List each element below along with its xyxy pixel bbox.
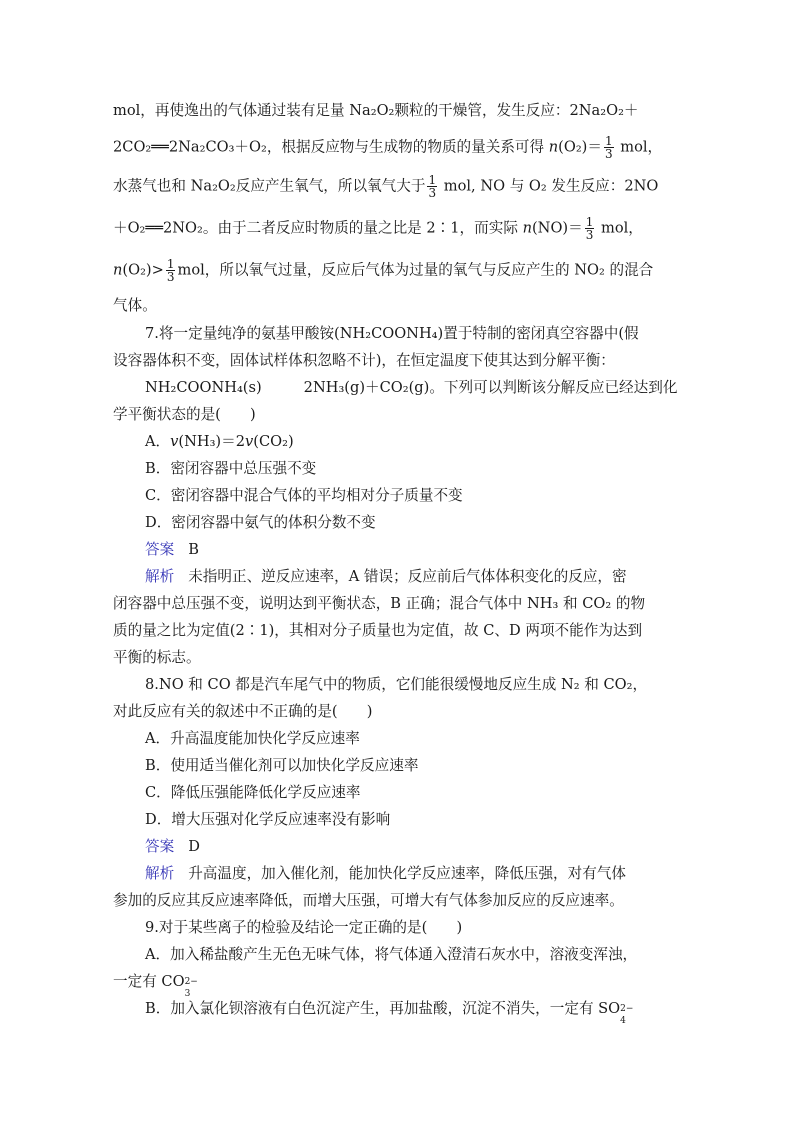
italic-symbol: n	[548, 138, 559, 156]
italic-symbol: v	[245, 433, 254, 450]
option-a	[145, 729, 360, 749]
line-text: 质的量之比为定值(2∶1)，其相对分子质量也为定值，故 C、D 两项不能作为达到	[113, 622, 643, 639]
fraction-one-third	[585, 216, 595, 241]
reactant: NH₂COONH₄(s)	[145, 379, 262, 396]
line-text: (NH₃)＝2	[178, 433, 246, 450]
fraction-numerator: 1	[604, 134, 613, 148]
explanation-label: 解析	[145, 865, 175, 882]
line-text: mol，	[596, 219, 643, 237]
line-text: 学平衡状态的是( )	[113, 406, 256, 423]
equation-line	[145, 378, 677, 398]
line-text: B．加入氯化钡溶液有白色沉淀产生，再加盐酸，沉淀不消失，一定有 SO	[145, 1000, 621, 1017]
italic-symbol: v	[170, 433, 179, 450]
line-text: mol，所以氧气过量，反应后气体为过量的氧气与反应产生的 NO₂ 的混合	[177, 261, 654, 279]
text-line	[113, 101, 639, 121]
line-text: ＋O₂══2NO₂。由于二者反应时物质的量之比是 2∶1，而实际	[113, 219, 523, 237]
text-line	[113, 296, 157, 316]
line-text: B．密闭容器中总压强不变	[145, 460, 317, 477]
fraction-denominator: 3	[428, 186, 437, 200]
line-text: (CO₂)	[253, 433, 294, 450]
explanation-line	[145, 864, 626, 884]
fraction-denominator: 3	[585, 228, 594, 242]
line-text: C．密闭容器中混合气体的平均相对分子质量不变	[145, 487, 463, 504]
text-line	[113, 891, 624, 911]
fraction-one-third	[166, 258, 176, 283]
line-text: D．增大压强对化学反应速率没有影响	[145, 811, 391, 828]
text-line	[113, 216, 643, 241]
fraction-one-third	[604, 135, 614, 160]
fraction-numerator: 1	[585, 215, 594, 229]
text-line	[113, 702, 372, 722]
text-line	[113, 258, 653, 283]
option-a	[145, 432, 294, 452]
fraction-numerator: 1	[428, 173, 437, 187]
line-text: (NO)＝	[531, 219, 583, 237]
line-text: mol, NO 与 O₂ 发生反应：2NO	[439, 177, 659, 195]
line-text: 未指明正、逆反应速率，A 错误；反应前后气体体积变化的反应，密	[188, 568, 627, 585]
answer-value: B	[188, 541, 199, 558]
fraction-denominator: 3	[166, 270, 175, 284]
answer-value: D	[188, 838, 200, 855]
text-line	[113, 972, 198, 999]
option-b	[145, 459, 316, 479]
products: 2NH₃(g)＋CO₂(g)。下列可以判断该分解反应已经达到化	[303, 379, 678, 396]
text-line	[113, 648, 201, 668]
line-text: (O₂)＝	[558, 138, 602, 156]
line-text: 设容器体积不变，固体试样体积忽略不计)，在恒定温度下使其达到分解平衡：	[113, 352, 615, 369]
line-text: 8.NO 和 CO 都是汽车尾气中的物质，它们能很缓慢地反应生成 N₂ 和 CO₂，	[145, 676, 648, 693]
text-line	[113, 174, 658, 199]
line-text: 7.将一定量纯净的氨基甲酸铵(NH₂COONH₄)置于特制的密闭真空容器中(假	[145, 325, 639, 342]
answer-label: 答案	[145, 838, 175, 855]
ion-charge-sub: 3	[184, 989, 191, 999]
option-c	[145, 783, 360, 803]
line-text: C．降低压强能降低化学反应速率	[145, 784, 361, 801]
answer-line	[145, 540, 199, 560]
option-a	[145, 945, 637, 965]
line-text: 2CO₂══2Na₂CO₃＋O₂，根据反应物与生成物的物质的量关系可得	[113, 138, 549, 156]
line-text: D．密闭容器中氨气的体积分数不变	[145, 514, 376, 531]
text-line	[113, 594, 645, 614]
question-7-stem	[145, 324, 639, 344]
text-line	[113, 135, 662, 160]
fraction-denominator: 3	[604, 147, 613, 161]
line-text: A．升高温度能加快化学反应速率	[145, 730, 360, 747]
line-text: 升高温度，加入催化剂，能加快化学反应速率，降低压强，对有气体	[188, 865, 627, 882]
line-text: 气体。	[113, 297, 157, 314]
italic-symbol: n	[113, 261, 123, 279]
line-text: 水蒸气也和 Na₂O₂反应产生氧气，所以氧气大于	[113, 177, 426, 195]
explanation-label: 解析	[145, 568, 175, 585]
text-line	[113, 405, 256, 425]
option-letter: A．	[145, 433, 171, 450]
line-text: mol，再使逸出的气体通过装有足量 Na₂O₂颗粒的干燥管，发生反应：2Na₂O₂＋	[113, 102, 639, 119]
line-text: mol，	[615, 138, 663, 156]
option-d	[145, 810, 390, 830]
option-d	[145, 513, 376, 533]
ion-charge-sub: 4	[620, 1016, 626, 1026]
line-text: 闭容器中总压强不变，说明达到平衡状态，B 正确；混合气体中 NH₃ 和 CO₂ 的物	[113, 595, 646, 612]
ion-charge-sup: 2−	[184, 977, 198, 987]
line-text: 一定有 CO	[113, 973, 185, 990]
line-text: 参加的反应其反应速率降低，而增大压强，可增大有气体参加反应的反应速率。	[113, 892, 624, 909]
line-text: 对此反应有关的叙述中不正确的是( )	[113, 703, 373, 720]
question-8-stem	[145, 675, 647, 695]
option-b	[145, 756, 418, 776]
answer-line	[145, 837, 200, 857]
italic-symbol: n	[522, 219, 532, 237]
answer-label: 答案	[145, 541, 175, 558]
line-text: 平衡的标志。	[113, 649, 201, 666]
fraction-numerator: 1	[166, 257, 175, 271]
line-text: 9.对于某些离子的检验及结论一定正确的是( )	[145, 919, 463, 936]
line-text: B．使用适当催化剂可以加快化学反应速率	[145, 757, 419, 774]
line-text: (O₂)>	[122, 261, 164, 279]
text-line	[113, 621, 642, 641]
text-line	[113, 351, 615, 371]
option-c	[145, 486, 463, 506]
line-text: A．加入稀盐酸产生无色无味气体，将气体通入澄清石灰水中，溶液变浑浊，	[145, 946, 638, 963]
explanation-line	[145, 567, 627, 587]
question-9-stem	[145, 918, 462, 938]
option-b	[145, 999, 634, 1026]
ion-charge-sup: 2−	[620, 1004, 634, 1014]
fraction-one-third	[427, 174, 437, 199]
